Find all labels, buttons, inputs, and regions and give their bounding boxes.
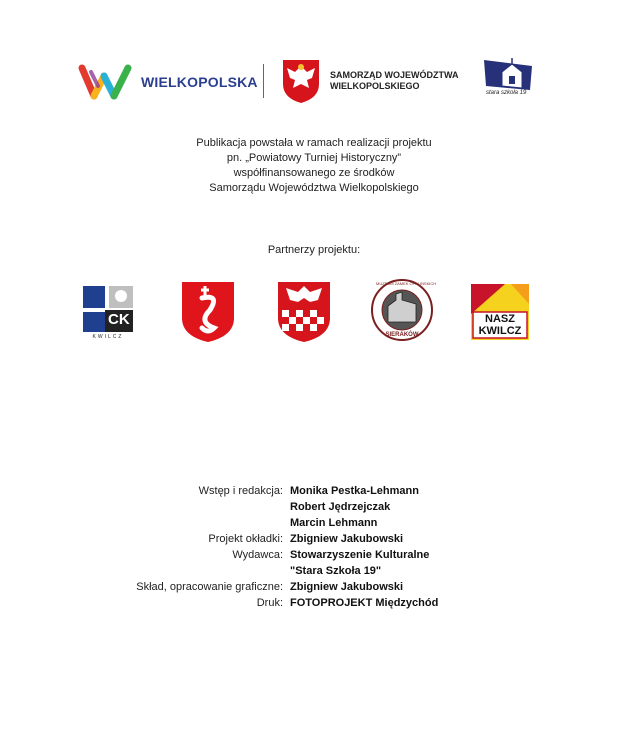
credit-value: Monika Pestka-Lehmann — [290, 485, 419, 497]
samorzad-wordmark — [330, 70, 459, 92]
publication-note — [0, 136, 628, 196]
credit-row — [0, 579, 628, 595]
wielkopolska-w-icon — [78, 62, 136, 102]
credit-row — [0, 515, 628, 531]
intro-line: Publikacja powstała w ramach realizacji projektu — [196, 137, 432, 149]
stara-szkola-text: stara szkoła 19 — [486, 90, 527, 96]
credits-block — [0, 483, 628, 611]
samorzad-herb — [281, 58, 321, 104]
credit-value: Robert Jędrzejczak — [290, 501, 391, 513]
ckis-kwilcz-caption: KWILCZ — [92, 334, 124, 340]
partner-herb-1 — [180, 280, 236, 344]
credit-label: Skład, opracowanie graficzne: — [136, 581, 283, 593]
eagle-shield-icon — [281, 58, 321, 104]
credit-row — [0, 563, 628, 579]
muzeum-seal-text: MUZEUM ZAMEK OPALIŃSKICH — [376, 281, 437, 286]
intro-line: współfinansowanego ze środków — [233, 167, 395, 179]
credit-value: Stowarzyszenie Kulturalne — [290, 549, 430, 561]
intro-line: Samorządu Województwa Wielkopolskiego — [209, 182, 419, 194]
credit-value: Marcin Lehmann — [290, 517, 378, 529]
wielkopolska-logo — [78, 62, 136, 102]
eagle-checkered-shield-icon — [276, 280, 332, 344]
nasz-line: NASZ — [485, 313, 515, 325]
credit-value: Zbigniew Jakubowski — [290, 581, 404, 593]
muzeum-seal-bottom: SIERAKÓW — [385, 332, 419, 338]
credit-value: "Stara Szkoła 19" — [290, 565, 382, 577]
wielkopolska-wordmark: WIELKOPOLSKA — [141, 74, 258, 90]
ckis-letters: CK — [108, 311, 130, 328]
coat-of-arms-icon — [180, 280, 236, 344]
credit-row — [0, 499, 628, 515]
credit-label: Wstęp i redakcja: — [198, 485, 283, 497]
credit-row — [0, 483, 628, 499]
kwilcz-line: KWILCZ — [478, 325, 522, 337]
credit-label: Wydawca: — [232, 549, 283, 561]
logo-divider — [263, 64, 264, 98]
stara-szkola-logo — [482, 56, 538, 102]
credit-row — [0, 595, 628, 611]
intro-line: pn. „Powiatowy Turniej Historyczny” — [226, 152, 402, 164]
credit-value: Zbigniew Jakubowski — [290, 533, 404, 545]
muzeum-zamek-logo — [370, 278, 437, 342]
samorzad-line2: WIELKOPOLSKIEGO — [330, 81, 420, 91]
samorzad-line1: SAMORZĄD WOJEWÓDZTWA — [330, 70, 459, 80]
credit-row — [0, 531, 628, 547]
credit-label: Druk: — [256, 597, 283, 609]
credit-value: FOTOPROJEKT Międzychód — [290, 597, 439, 609]
partner-herb-2 — [276, 280, 332, 344]
credit-row — [0, 547, 628, 563]
nasz-kwilcz-logo — [471, 284, 529, 340]
ckis-kwilcz-logo — [81, 284, 135, 342]
partners-heading: Partnerzy projektu: — [267, 244, 361, 256]
credit-label: Projekt okładki: — [208, 533, 283, 545]
